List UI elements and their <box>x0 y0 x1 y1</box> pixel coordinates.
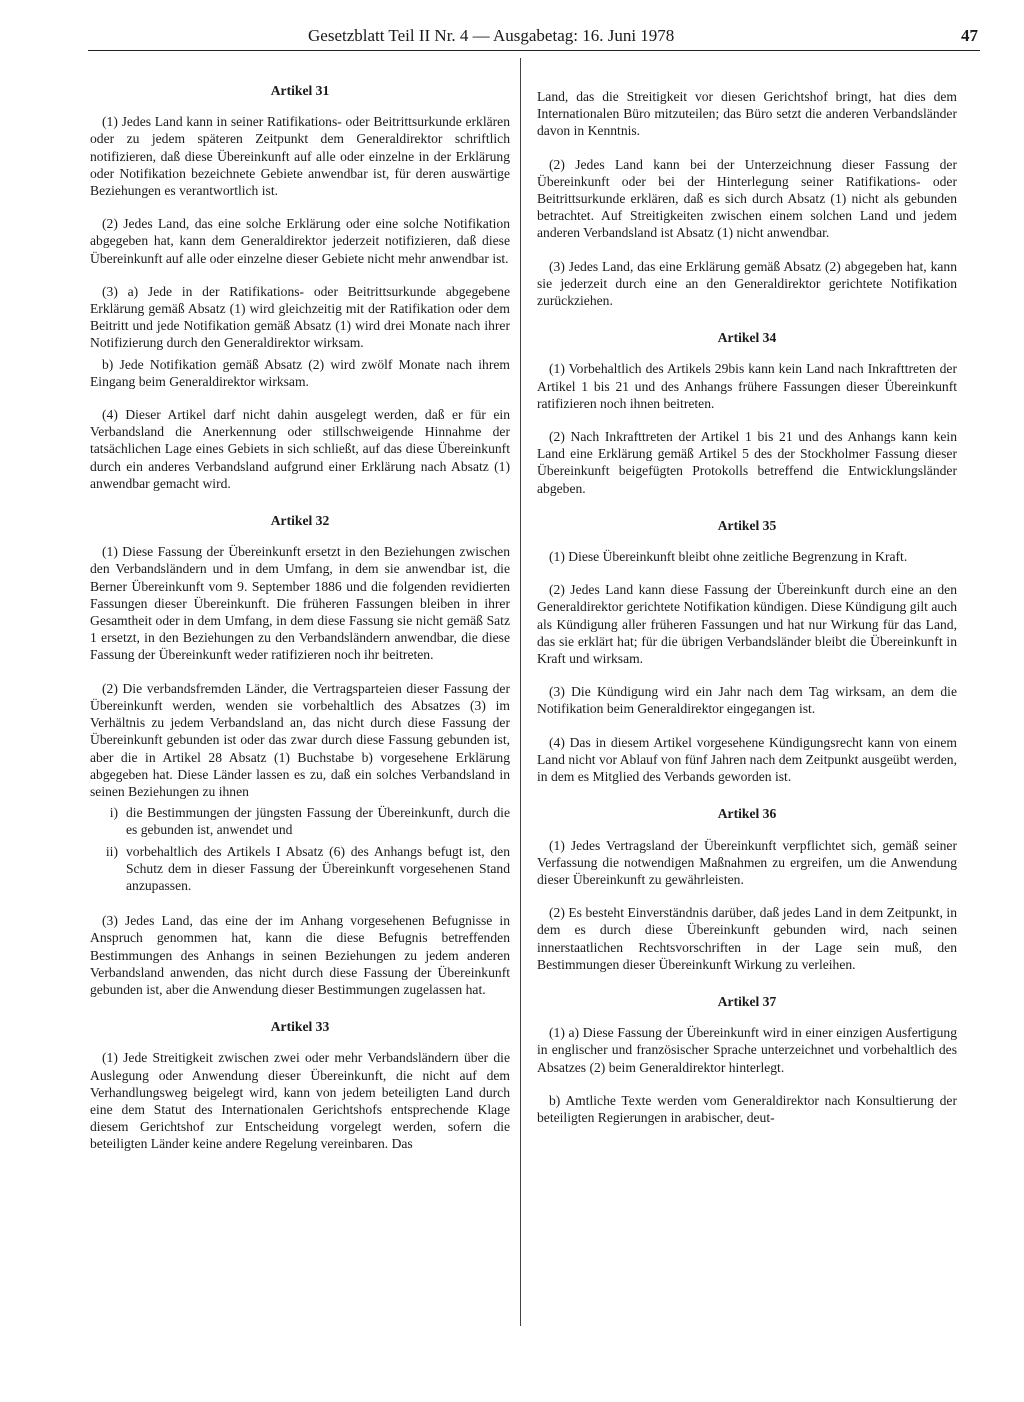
article-33-paragraph-1-continued: Land, das die Streitigkeit vor diesen Gerichtshof bringt, hat dies dem Internationalen Büro mitzuteilen; das Büro setzt die anderen Verbandsländer davon in Kenntnis. <box>537 89 957 139</box>
article-32-heading: Artikel 32 <box>270 513 330 529</box>
article-31-heading: Artikel 31 <box>270 83 330 98</box>
article-36-paragraph-2: (2) Es besteht Einverständnis darüber, daß jedes Land in dem Zeitpunkt, in dem es durch diese Übereinkunft gebunden wird, nach seinen innerstaatlichen Rechtsvorschriften in der Lage sein muß, den Bestimmungen dieser Übereinkunft Wirkung zu verleihen. <box>537 905 957 972</box>
article-32-paragraph-2: (2) Die verbandsfremden Länder, die Vertragsparteien dieser Fassung der Übereinkunft werden, wenden sie vorbehaltlich des Absatzes (3) im Verhältnis zu jedem Verbandsland an, das nicht durch diese Fassung der Übereinkunft gebunden ist oder das zwar durch diese Fassung gebunden ist, aber die in Artikel 28 Absatz (1) Buchstabe b) vorgesehene Erklärung abgegeben hat. Diese Länder lassen es zu, daß ein solches Verbandsland in seinen Beziehungen zu ihnen <box>90 680 510 799</box>
article-32-paragraph-3: (3) Jedes Land, das eine der im Anhang vorgesehenen Befugnisse in Anspruch genommen hat, kann die diese Befugnis betreffenden Bestimmungen des Anhangs in seinen Beziehungen zu jedem anderen Verbandsland anwenden, das nicht durch diese Fassung der Übereinkunft gebunden ist, aber die Anwendung dieser Bestimmungen zugelassen hat. <box>90 913 510 997</box>
article-36-paragraph-1: (1) Jedes Vertragsland der Übereinkunft verpflichtet sich, gemäß seiner Verfassung die notwendigen Maßnahmen zu ergreifen, um die Anwendung dieser Übereinkunft zu gewährleisten. <box>537 837 957 887</box>
article-33-paragraph-3: (3) Jedes Land, das eine Erklärung gemäß Absatz (2) abgegeben hat, kann sie jederzeit durch eine an den Generaldirektor gerichtete Notifikation zurückziehen. <box>537 258 957 309</box>
article-37-heading: Artikel 37 <box>717 993 777 1009</box>
article-37-paragraph-1b: b) Amtliche Texte werden vom Generaldirektor nach Konsultierung der beteiligten Regierungen in arabischer, deut- <box>537 1092 957 1125</box>
page-number: 47 <box>961 26 978 45</box>
article-31-paragraph-3b: b) Jede Notifikation gemäß Absatz (2) wird zwölf Monate nach ihrem Eingang beim Generaldirektor wirksam. <box>90 356 510 389</box>
article-35-paragraph-1: (1) Diese Übereinkunft bleibt ohne zeitliche Begrenzung in Kraft. <box>549 549 908 565</box>
column-divider <box>520 58 521 1326</box>
article-33-paragraph-1: (1) Jede Streitigkeit zwischen zwei oder mehr Verbandsländern über die Auslegung oder Anwendung dieser Übereinkunft, die nicht auf dem Verhandlungsweg beigelegt wird, kann von jedem beteiligten Land durch eine dem Statut des Internationalen Gerichtshofs entsprechende Klage diesem Gerichtshof zur Entscheidung vorgelegt werden, sofern die beteiligten Länder keine andere Regelung vereinbaren. Das <box>90 1050 510 1152</box>
article-34-paragraph-2: (2) Nach Inkrafttreten der Artikel 1 bis 21 und des Anhangs kann kein Land eine Erklärung gemäß Artikel 5 des der Stockholmer Fassung dieser Übereinkunft beigefügten Protokolls betreffend die Entwicklungsländer abgeben. <box>537 429 957 496</box>
article-37-paragraph-1a: (1) a) Diese Fassung der Übereinkunft wird in einer einzigen Ausfertigung in englischer und französischer Sprache unterzeichnet und vorbehaltlich des Absatzes (2) beim Generaldirektor hinterlegt. <box>537 1025 957 1075</box>
header-title: Gesetzblatt Teil II Nr. 4 — Ausgabetag: 16. Juni 1978 <box>308 26 675 45</box>
list-marker: i) <box>109 805 118 821</box>
article-31-paragraph-1: (1) Jedes Land kann in seiner Ratifikations- oder Beitrittsurkunde erklären oder zu jedem späteren Zeitpunkt dem Generaldirektor schriftlich notifizieren, daß diese Übereinkunft auf alle oder einzelne in der Erklärung oder Notifikation bezeichnete Gebiete anwendbar ist, für deren auswärtige Beziehungen es verantwortlich ist. <box>90 114 510 199</box>
list-text: die Bestimmungen der jüngsten Fassung der Übereinkunft, durch die es gebunden ist, anwendet und <box>126 805 510 838</box>
article-35-paragraph-3: (3) Die Kündigung wird ein Jahr nach dem Tag wirksam, an dem die Notifikation beim Generaldirektor eingegangen ist. <box>537 684 957 717</box>
article-34-heading: Artikel 34 <box>717 330 777 346</box>
article-32-paragraph-1: (1) Diese Fassung der Übereinkunft ersetzt in den Beziehungen zwischen den Verbandsländern und in dem Umfang, in dem sie anwendbar ist, die Berner Übereinkunft vom 9. September 1886 und die folgenden revidierten Fassungen dieser Übereinkunft. Die früheren Fassungen bleiben in ihrer Gesamtheit oder in dem Umfang, in dem diese Fassung sie nicht gemäß Satz 1 ersetzt, in den Beziehungen zu den Verbandsländern anwendbar, die diese Fassung der Übereinkunft weder ratifizieren noch ihr beitreten. <box>90 544 510 663</box>
left-column <box>90 82 510 1169</box>
article-33-paragraph-2: (2) Jedes Land kann bei der Unterzeichnung dieser Fassung der Übereinkunft oder bei der Hinterlegung seiner Ratifikations- oder Beitrittsurkunde erklären, daß es sich durch Absatz (1) nicht als gebunden betrachtet. Auf Streitigkeiten zwischen einem solchen Land und jedem anderen Verbandsland ist Absatz (1) nicht anwendbar. <box>537 156 957 241</box>
list-item <box>90 843 510 895</box>
right-column <box>537 88 957 1142</box>
article-33-heading: Artikel 33 <box>270 1019 330 1035</box>
article-35-heading: Artikel 35 <box>717 517 777 533</box>
list-item <box>90 804 510 838</box>
article-31-paragraph-3a: (3) a) Jede in der Ratifikations- oder Beitrittsurkunde abgegebene Erklärung gemäß Absatz (1) wird gleichzeitig mit der Ratifikation oder dem Beitritt und jede Notifikation gemäß Absatz (1) wird drei Monate nach ihrer Notifizierung durch den Generaldirektor wirksam. <box>90 283 510 351</box>
article-35-paragraph-2: (2) Jedes Land kann diese Fassung der Übereinkunft durch eine an den Generaldirektor gerichtete Notifikation kündigen. Diese Kündigung gilt auch als Kündigung aller früheren Fassungen und hat nur Wirkung für das Land, das sie erklärt hat; für die übrigen Verbandsländer bleibt die Übereinkunft in Kraft und wirksam. <box>537 582 957 667</box>
article-31-paragraph-4: (4) Dieser Artikel darf nicht dahin ausgelegt werden, daß er für ein Verbandsland die Anerkennung oder stillschweigende Hinnahme der tatsächlichen Lage eines Gebiets in sich schließt, auf das diese Übereinkunft durch ein anderes Verbandsland aufgrund einer Erklärung nach Absatz (1) anwendbar gemacht wird. <box>90 407 510 491</box>
article-36-heading: Artikel 36 <box>717 806 777 822</box>
article-34-paragraph-1: (1) Vorbehaltlich des Artikels 29bis kann kein Land nach Inkrafttreten der Artikel 1 bis 21 und des Anhangs frühere Fassungen dieser Übereinkunft ratifizieren noch ihnen beitreten. <box>537 361 957 411</box>
article-31-paragraph-2: (2) Jedes Land, das eine solche Erklärung oder eine solche Notifikation abgegeben hat, kann dem Generaldirektor jederzeit notifizieren, daß diese Übereinkunft auf alle oder einzelne dieser Gebiete nicht mehr anwendbar ist. <box>90 216 510 266</box>
header-rule <box>88 50 980 51</box>
page-header <box>88 24 980 48</box>
list-marker: ii) <box>105 843 118 859</box>
list-text: vorbehaltlich des Artikels I Absatz (6) des Anhangs befugt ist, den Schutz dem in dieser Fassung der Übereinkunft vorgesehenen Stand anzupassen. <box>126 843 510 893</box>
article-35-paragraph-4: (4) Das in diesem Artikel vorgesehene Kündigungsrecht kann von einem Land nicht vor Ablauf von fünf Jahren nach dem Zeitpunkt ausgeübt werden, in dem es Mitglied des Verbands geworden ist. <box>537 734 957 785</box>
